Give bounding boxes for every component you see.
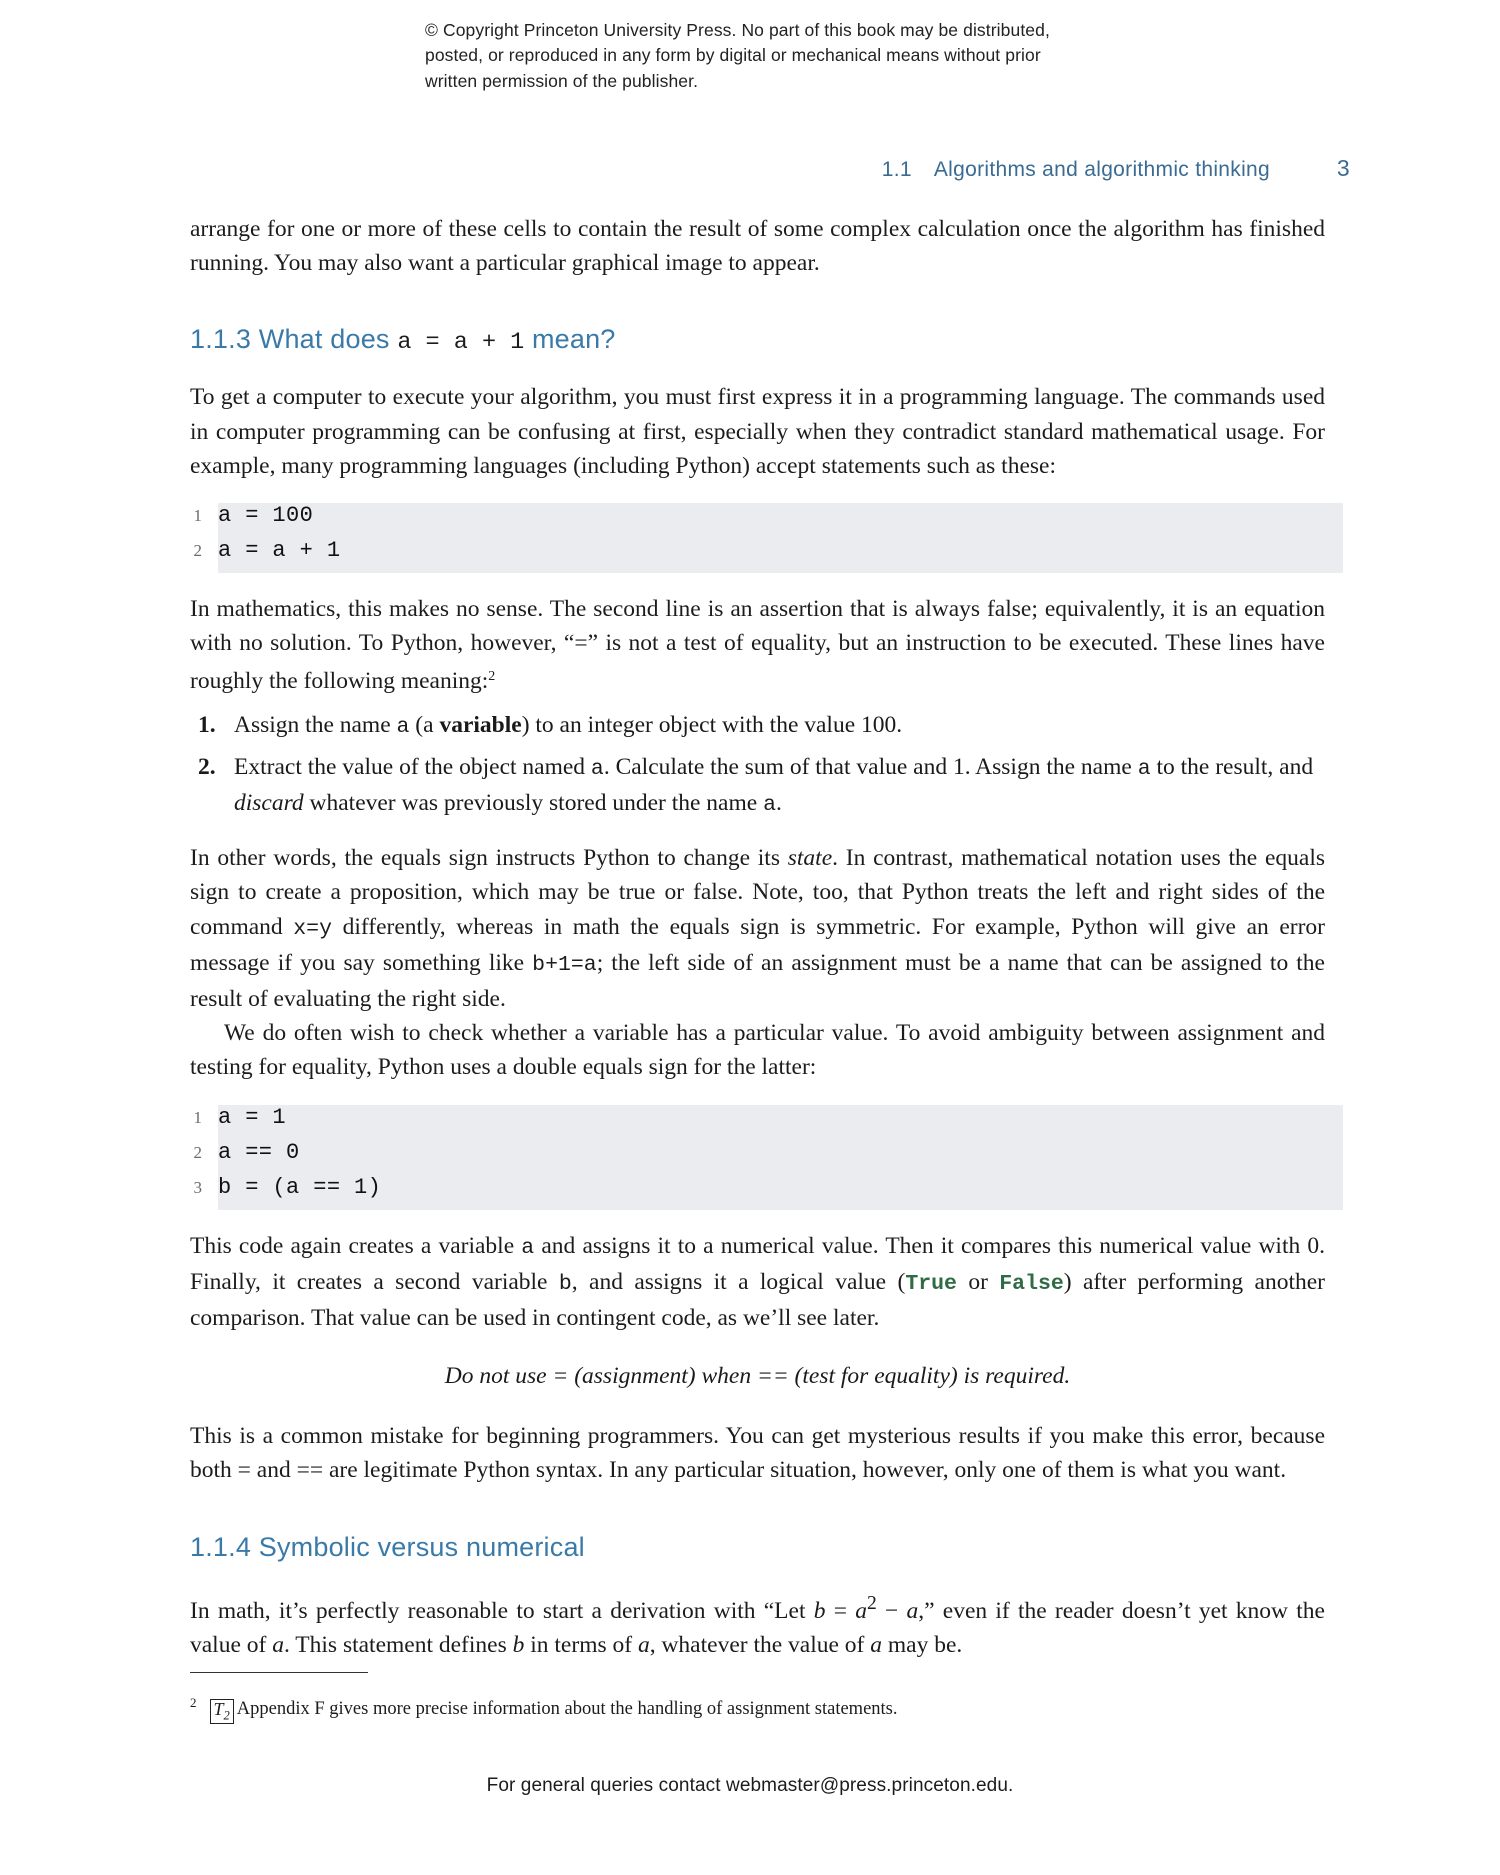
list-item-number: 2. — [198, 753, 216, 780]
footnote-text: Appendix F gives more precise information about the handling of assignment statements. — [236, 1699, 898, 1719]
code-line-number: 1 — [193, 1107, 202, 1127]
heading-1-1-3-number: 1.1.3 — [190, 324, 252, 355]
heading-1-1-3-text-before: What does — [258, 324, 390, 355]
list-item-seg: to the result, and — [1150, 753, 1314, 780]
heading-1-1-4-number: 1.1.4 — [190, 1531, 252, 1562]
paragraph-seg: In math, it’s perfectly reasonable to start a derivation with “Let — [190, 1597, 814, 1624]
code-line-text: a == 0 — [218, 1139, 300, 1165]
list-item-bold-term: variable — [439, 711, 522, 738]
math-variable: a — [906, 1597, 919, 1624]
paragraph-seg: , and assigns it a logical value ( — [571, 1268, 906, 1295]
list-item — [190, 750, 1325, 822]
code-line-number: 3 — [193, 1177, 202, 1197]
math-variable: a — [870, 1631, 882, 1658]
code-line — [190, 503, 1325, 538]
paragraph-intro: To get a computer to execute your algorithm, you must first express it in a programming language. The commands used in computer programming can be confusing at first, especially when they contradict standard mathematical usage. For example, many programming languages (including Python) accept statements such as these: — [190, 384, 1325, 479]
math-variable: b — [813, 1597, 826, 1624]
code-line — [190, 1175, 1325, 1210]
paragraph-state-seg: differently, whereas in math the equals sign is symmetric. For example, Python will give an error message if you say something like — [190, 913, 1326, 976]
code-line-text: a = 1 — [218, 1104, 287, 1130]
paragraph-seg: ) after performing another comparison. That value can be used in contingent code, as we’ll see later. — [190, 1268, 1325, 1332]
paragraph-equality: We do often wish to check whether a variable has a particular value. To avoid ambiguity between assignment and testing for equality, Python uses a double equals sign for the latter: — [190, 1020, 1325, 1081]
paragraph-state-italic: state — [787, 845, 833, 872]
running-head — [190, 155, 1350, 182]
paragraph-state-seg: In other words, the equals sign instructs Python to change its — [190, 845, 788, 872]
list-item-seg: (a — [409, 711, 440, 738]
tier-2-badge-icon — [210, 1699, 234, 1724]
copyright-notice: © Copyright Princeton University Press. No part of this book may be distributed, posted, or reproduced in any form by digital or mechanical means without prior written permission of the publisher. — [425, 20, 1050, 91]
math-variable: b — [512, 1631, 525, 1658]
math-exponent: 2 — [866, 1592, 877, 1614]
paragraph-state-seg: . In contrast, mathematical notation uses the equals sign to create a proposition, which may be true or false. Note, too, that Python treats the left and right sides of the command — [190, 845, 1326, 940]
paragraph-after-listing-2 — [190, 1229, 1325, 1336]
list-item-seg: Extract the value of the object named — [234, 753, 591, 780]
running-head-section-number: 1.1 — [881, 158, 912, 181]
numbered-steps — [190, 708, 1325, 823]
math-variable: a — [272, 1631, 284, 1658]
inline-code: a — [590, 756, 604, 781]
paragraph-seg: ,” even if the reader doesn’t yet know the value of — [190, 1597, 1325, 1658]
code-line-text: b = (a == 1) — [218, 1174, 382, 1200]
footnote-marker: 2 — [190, 1695, 197, 1710]
code-line — [190, 1105, 1325, 1140]
paragraph-mistake: This is a common mistake for beginning programmers. You can get mysterious results if you make this error, because both = and == are legitimate Python syntax. In any particular situation, however, only one of them is what you want. — [190, 1423, 1325, 1484]
list-item-seg: . Calculate the sum of that value and 1. Assign the name — [603, 753, 1138, 780]
paragraph-seg: and assigns it to a numerical value. Then it compares this numerical value with 0. Finally, it creates a second variable — [190, 1232, 1325, 1295]
running-head-section-title: Algorithms and algorithmic thinking — [933, 158, 1270, 181]
paragraph-state — [190, 841, 1325, 1016]
code-line — [190, 1140, 1325, 1175]
heading-1-1-3-text-after: mean? — [531, 324, 616, 355]
code-line — [190, 538, 1325, 573]
paragraph-seg: = — [825, 1597, 856, 1624]
list-item-seg: Assign the name — [234, 711, 397, 738]
inline-code: a — [521, 1235, 535, 1260]
footnote-reference[interactable]: 2 — [488, 669, 496, 685]
code-listing-1 — [190, 503, 1325, 573]
tier-2-badge-subscript: 2 — [223, 1708, 230, 1723]
maxim-callout: Do not use = (assignment) when == (test for equality) is required. — [444, 1363, 1071, 1390]
list-item-number: 1. — [198, 711, 216, 738]
paragraph-seg: in terms of — [524, 1631, 638, 1658]
list-item — [190, 708, 1325, 744]
footnote-separator-rule — [190, 1672, 368, 1673]
boolean-true-literal: True — [905, 1271, 957, 1296]
code-line-number: 2 — [193, 541, 202, 561]
paragraph-seg: This code again creates a variable — [190, 1232, 522, 1259]
code-line-text: a = a + 1 — [218, 538, 341, 564]
inline-code: b+1=a — [532, 952, 597, 977]
page-footer: For general queries contact webmaster@press.princeton.edu. — [486, 1775, 1014, 1796]
paragraph-seg: − — [876, 1597, 907, 1624]
boolean-false-literal: False — [999, 1271, 1064, 1296]
inline-code: a — [1137, 756, 1151, 781]
paragraph-seg: . This statement defines — [283, 1631, 513, 1658]
paragraph-seg: , whatever the value of — [649, 1631, 871, 1658]
list-item-seg: . — [775, 790, 782, 817]
list-item-seg: whatever was previously stored under the name — [303, 790, 764, 817]
inline-code: a — [396, 714, 410, 739]
list-item-italic-term: discard — [234, 790, 304, 817]
paragraph-seg: or — [956, 1268, 1000, 1295]
heading-1-1-3-code: a = a + 1 — [397, 329, 525, 357]
inline-code: b — [558, 1271, 572, 1296]
paragraph-after-listing-1 — [190, 592, 1325, 699]
inline-code: x=y — [293, 916, 332, 941]
tier-2-badge-letter: T — [213, 1699, 224, 1719]
code-line-number: 1 — [193, 506, 202, 526]
heading-1-1-4 — [190, 1532, 1325, 1563]
heading-1-1-4-text: Symbolic versus numerical — [258, 1531, 585, 1562]
list-item-seg: ) to an integer object with the value 100. — [521, 711, 903, 738]
inline-code: a — [763, 793, 776, 818]
page-number: 3 — [1336, 155, 1350, 181]
heading-1-1-3 — [190, 324, 1325, 356]
code-listing-2 — [190, 1105, 1325, 1210]
math-variable: a — [637, 1631, 650, 1658]
paragraph-seg: may be. — [882, 1631, 963, 1658]
paragraph-continued: arrange for one or more of these cells to contain the result of some complex calculation once the algorithm has finished running. You may also want a particular graphical image to appear. — [190, 216, 1325, 277]
math-variable: a — [855, 1597, 867, 1624]
paragraph-state-seg: ; the left side of an assignment must be a name that can be assigned to the result of evaluating the right side. — [190, 949, 1325, 1013]
code-line-number: 2 — [193, 1142, 202, 1162]
footnote — [190, 1690, 1330, 1723]
text-column — [190, 212, 1325, 1662]
paragraph-symbolic — [190, 1587, 1325, 1662]
paragraph-after-listing-1-text: In mathematics, this makes no sense. The second line is an assertion that is always false; equivalently, it is an equation with no solution. To Python, however, “=” is not a test of equality, but an instruction to be executed. These lines have roughly the following meaning: — [190, 596, 1325, 695]
code-line-text: a = 100 — [218, 503, 314, 529]
